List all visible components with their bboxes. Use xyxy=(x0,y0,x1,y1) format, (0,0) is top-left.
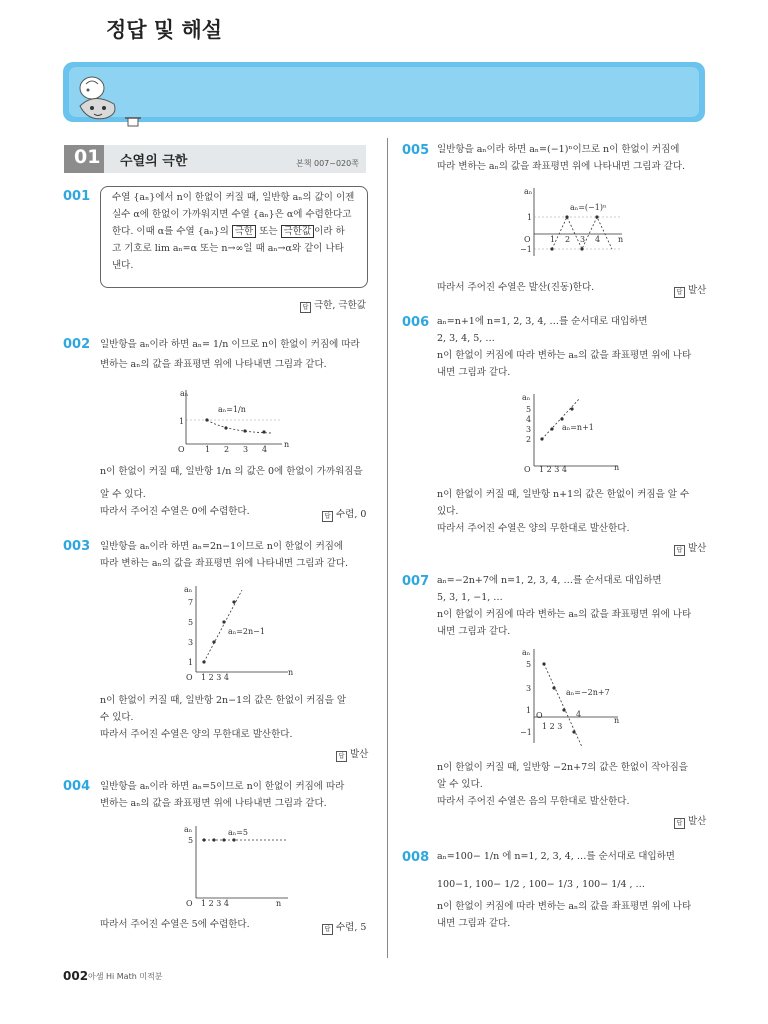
graph-formula: aₙ=n+1 xyxy=(562,423,594,432)
answer-mark-icon: 답 xyxy=(322,924,333,935)
tick-label: 5 xyxy=(188,618,194,627)
tick-label: 5 xyxy=(526,405,532,414)
problem-number: 007 xyxy=(402,574,430,589)
text-line xyxy=(112,223,345,240)
problem-number: 001 xyxy=(63,189,91,204)
column-divider xyxy=(387,138,388,958)
tick-label: 1 2 3 xyxy=(542,722,563,731)
tick-label: 2 xyxy=(565,235,571,244)
answer-mark-icon: 답 xyxy=(322,511,333,522)
tick-label: 2 xyxy=(526,435,532,444)
y-axis-label: aₙ xyxy=(184,585,193,594)
answer-text: 발산 xyxy=(688,285,707,296)
text-line: 따라 변하는 aₙ의 값을 좌표평면 위에 나타내면 그림과 같다. xyxy=(100,558,349,569)
text-line: 내면 그림과 같다. xyxy=(437,367,511,378)
graph-formula: aₙ=5 xyxy=(228,828,249,837)
tick-label: 7 xyxy=(188,598,194,607)
header-banner-inner xyxy=(69,67,699,117)
problem-number: 006 xyxy=(402,315,430,330)
answer xyxy=(300,297,366,313)
answer-text: 극한, 극한값 xyxy=(314,300,366,311)
graph-formula: aₙ=2n−1 xyxy=(228,627,265,636)
tick-label: 1 2 3 4 xyxy=(201,899,229,908)
answer xyxy=(674,813,706,829)
tick-label: 2 xyxy=(224,445,230,454)
text-line: 실수 α에 한없이 가까워지면 수열 {aₙ}은 α에 수렴한다고 xyxy=(112,209,352,220)
answer-mark-icon: 답 xyxy=(336,751,347,762)
text-line: 일반항을 aₙ이라 하면 aₙ=5이므로 n이 한없이 커짐에 따라 xyxy=(100,781,345,792)
text-line: 고 기호로 lim aₙ=α 또는 n→∞일 때 aₙ→α와 같이 나타 xyxy=(112,243,344,254)
text-line: 일반항을 aₙ이라 하면 aₙ= 1/n 이므로 n이 한없이 커짐에 따라 xyxy=(100,339,360,350)
answer-mark-icon: 답 xyxy=(674,287,685,298)
text-line: 따라서 주어진 수열은 5에 수렴한다. xyxy=(100,919,250,930)
answer xyxy=(336,746,368,762)
y-axis-label: aₙ xyxy=(524,187,533,196)
text-line: 변하는 aₙ의 값을 좌표평면 위에 나타내면 그림과 같다. xyxy=(100,359,327,370)
problem-number: 008 xyxy=(402,850,430,865)
text-line: 내면 그림과 같다. xyxy=(437,626,511,637)
text-line: 일반항을 aₙ이라 하면 aₙ=2n−1이므로 n이 한없이 커짐에 xyxy=(100,541,344,552)
section-page-ref: 본책 007~020쪽 xyxy=(296,159,359,168)
answer-text: 발산 xyxy=(350,749,369,760)
text-line: n이 한없이 커질 때, 일반항 −2n+7의 값은 한없이 작아짐을 xyxy=(437,762,688,773)
problem-number: 004 xyxy=(63,779,91,794)
graph-006 xyxy=(514,390,634,475)
book-title: 아샘 Hi Math 미적분 xyxy=(88,972,163,981)
tick-label: 1 xyxy=(188,658,194,667)
text-line: 100−1, 100− 1/2 , 100− 1/3 , 100− 1/4 , … xyxy=(437,879,646,890)
tick-label: 1 xyxy=(179,417,185,426)
tick-label: 4 xyxy=(262,445,268,454)
text-line: n이 한없이 커질 때, 일반항 1/n 의 값은 0에 한없이 가까워짐을 xyxy=(100,466,363,477)
origin-label: O xyxy=(524,235,531,244)
graph-002 xyxy=(172,384,292,454)
boxed-term: 극한값 xyxy=(281,225,315,238)
tick-label: 5 xyxy=(526,660,532,669)
problem-number: 002 xyxy=(63,337,91,352)
text-line: 5, 3, 1, −1, … xyxy=(437,592,503,603)
x-axis-label: n xyxy=(276,899,282,908)
section-title: 수열의 극한 xyxy=(120,154,188,169)
x-axis-label: n xyxy=(614,716,620,725)
x-axis-label: n xyxy=(618,235,624,244)
cat-mascot-icon xyxy=(70,66,152,132)
text-line: 있다. xyxy=(437,506,459,517)
tick-label: −1 xyxy=(520,728,532,737)
tick-label: 4 xyxy=(526,415,532,424)
graph-005 xyxy=(518,184,638,260)
section-number: 01 xyxy=(74,146,101,168)
x-axis-label: n xyxy=(288,668,294,677)
text-line: 따라서 주어진 수열은 발산(진동)한다. xyxy=(437,282,595,293)
answer-mark-icon: 답 xyxy=(300,302,311,313)
page-number: 002 xyxy=(63,969,89,983)
answer xyxy=(322,506,366,522)
answer-text: 수렴, 0 xyxy=(336,509,367,520)
text-line: 따라서 주어진 수열은 양의 무한대로 발산한다. xyxy=(100,729,293,740)
x-axis-label: n xyxy=(284,440,290,449)
text-line: 따라서 주어진 수열은 0에 수렴한다. xyxy=(100,506,250,517)
problem-number: 003 xyxy=(63,539,91,554)
origin-label: O xyxy=(178,445,185,454)
text-line: 알 수 있다. xyxy=(437,779,483,790)
text-line: 일반항을 aₙ이라 하면 aₙ=(−1)ⁿ이므로 n이 한없이 커짐에 xyxy=(437,144,680,155)
origin-label: O xyxy=(186,673,193,682)
answer-mark-icon: 답 xyxy=(674,818,685,829)
text-line: 2, 3, 4, 5, … xyxy=(437,333,495,344)
tick-label: 1 xyxy=(526,706,532,715)
problem-number: 005 xyxy=(402,143,430,158)
tick-label: 4 xyxy=(595,235,601,244)
text-line: 변하는 aₙ의 값을 좌표평면 위에 나타내면 그림과 같다. xyxy=(100,798,327,809)
text-line: aₙ=n+1에 n=1, 2, 3, 4, …를 순서대로 대입하면 xyxy=(437,316,648,327)
tick-label: 1 xyxy=(550,235,556,244)
tick-label: 1 xyxy=(527,213,533,222)
origin-label: O xyxy=(186,899,193,908)
boxed-term: 극한 xyxy=(232,225,256,238)
text-line: 따라서 주어진 수열은 음의 무한대로 발산한다. xyxy=(437,796,630,807)
tick-label: 5 xyxy=(188,836,194,845)
text-line: 알 수 있다. xyxy=(100,489,146,500)
tick-label: 3 xyxy=(526,684,532,693)
tick-label: 3 xyxy=(526,425,532,434)
graph-formula: aₙ=(−1)ⁿ xyxy=(570,203,607,212)
y-axis-label: aₙ xyxy=(184,825,193,834)
text-line: aₙ=100− 1/n 에 n=1, 2, 3, 4, …를 순서대로 대입하면 xyxy=(437,851,675,862)
origin-label: O xyxy=(536,711,543,720)
text-line: n이 한없이 커질 때, 일반항 2n−1의 값은 한없이 커짐을 알 xyxy=(100,695,347,706)
graph-003 xyxy=(176,582,296,682)
text-line: 따라서 주어진 수열은 양의 무한대로 발산한다. xyxy=(437,523,630,534)
answer xyxy=(674,540,706,556)
answer-text: 발산 xyxy=(688,816,707,827)
tick-label: 3 xyxy=(188,638,194,647)
tick-label: 3 xyxy=(243,445,249,454)
text-segment: 한다. 이때 α를 수열 {aₙ}의 xyxy=(112,226,229,237)
tick-label: 3 xyxy=(580,235,586,244)
text-line: aₙ=−2n+7에 n=1, 2, 3, 4, …를 순서대로 대입하면 xyxy=(437,575,662,586)
text-line: 내면 그림과 같다. xyxy=(437,918,511,929)
tick-label: −1 xyxy=(520,245,532,254)
tick-label: 1 xyxy=(205,445,211,454)
text-segment: 이라 하 xyxy=(314,226,345,237)
text-line: n이 한없이 커짐에 따라 변하는 aₙ의 값을 좌표평면 위에 나타 xyxy=(437,609,692,620)
tick-label: 1 2 3 4 xyxy=(539,465,567,474)
page-title: 정답 및 해설 xyxy=(106,18,223,42)
text-line: 따라 변하는 aₙ의 값을 좌표평면 위에 나타내면 그림과 같다. xyxy=(437,161,686,172)
x-axis-label: n xyxy=(614,463,620,472)
text-line: 낸다. xyxy=(112,260,134,271)
origin-label: O xyxy=(524,465,531,474)
graph-004 xyxy=(176,822,296,907)
graph-007 xyxy=(514,645,634,750)
answer-text: 발산 xyxy=(688,543,707,554)
text-line: n이 한없이 커짐에 따라 변하는 aₙ의 값을 좌표평면 위에 나타 xyxy=(437,901,692,912)
answer xyxy=(322,919,366,935)
graph-formula: aₙ=−2n+7 xyxy=(566,688,610,697)
tick-label: 1 2 3 4 xyxy=(201,673,229,682)
text-line: n이 한없이 커짐에 따라 변하는 aₙ의 값을 좌표평면 위에 나타 xyxy=(437,350,692,361)
graph-formula: aₙ=1/n xyxy=(218,405,246,414)
answer xyxy=(674,282,706,298)
answer-mark-icon: 답 xyxy=(674,545,685,556)
text-line: 수 있다. xyxy=(100,712,134,723)
y-axis-label: aₙ xyxy=(522,393,531,402)
y-axis-label: aₙ xyxy=(522,648,531,657)
text-line: 수열 {aₙ}에서 n이 한없이 커질 때, 일반항 aₙ의 값이 이젠 xyxy=(112,192,355,203)
header-banner xyxy=(63,62,705,122)
text-segment: 또는 xyxy=(259,226,278,237)
answer-text: 수렴, 5 xyxy=(336,922,367,933)
tick-label: 4 xyxy=(576,710,582,719)
y-axis-label: aₙ xyxy=(180,389,189,398)
text-line: n이 한없이 커질 때, 일반항 n+1의 값은 한없이 커짐을 알 수 xyxy=(437,489,690,500)
